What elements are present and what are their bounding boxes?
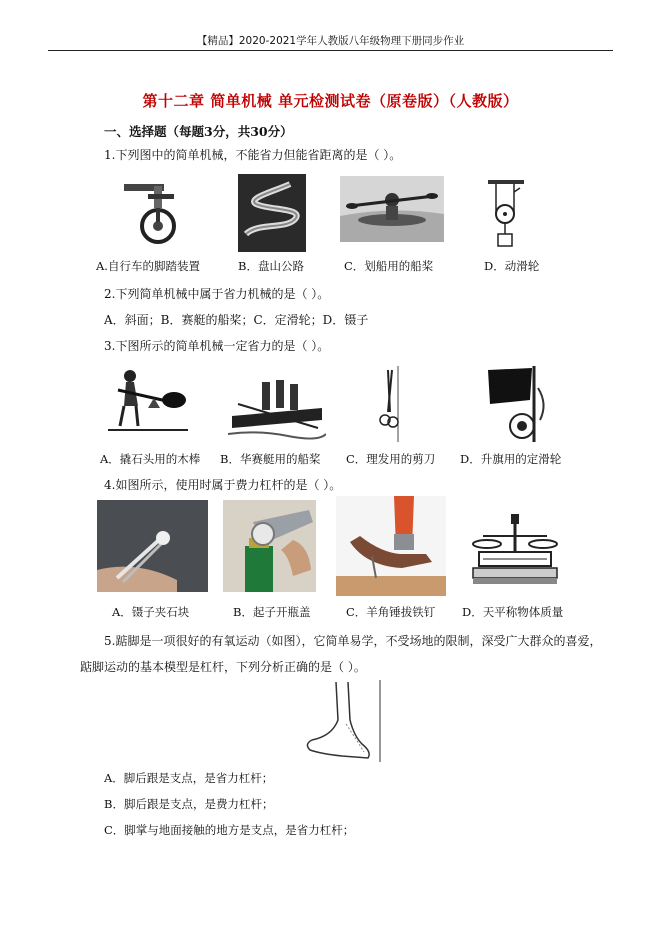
foot-tiptoe-icon <box>302 680 384 762</box>
flag-fixed-pulley-icon <box>482 364 552 442</box>
mountain-road-icon <box>238 174 306 252</box>
section-heading: 一、选择题（每题3分，共30分） <box>104 124 293 139</box>
q1-option-b: B．盘山公路 <box>238 259 304 273</box>
question-4-stem: 4.如图所示，使用时属于费力杠杆的是（ ）。 <box>104 478 342 492</box>
question-2-stem: 2.下列简单机械中属于省力机械的是（ ）。 <box>104 287 330 301</box>
q1-option-d: D．动滑轮 <box>484 259 540 273</box>
q4-option-c: C．羊角锤拔铁钉 <box>346 605 436 619</box>
question-5-stem-line2: 踮脚运动的基本模型是杠杆，下列分析正确的是（ ）。 <box>80 660 366 674</box>
claw-hammer-photo-icon <box>336 496 446 596</box>
balance-scale-icon <box>469 510 561 588</box>
q4-option-a: A．镊子夹石块 <box>112 605 190 619</box>
bottle-opener-photo-icon <box>223 500 316 592</box>
rowing-paddle-icon <box>340 176 444 242</box>
racing-boat-oars-icon <box>228 364 326 442</box>
question-2-options: A．斜面；B．赛艇的船桨；C．定滑轮；D．镊子 <box>104 313 369 327</box>
q5-option-c: C．脚掌与地面接触的地方是支点，是省力杠杆； <box>104 823 355 837</box>
question-1-stem: 1.下列图中的简单机械，不能省力但能省距离的是（ ）。 <box>104 148 402 162</box>
question-5-stem-line1: 5.踮脚是一项很好的有氧运动（如图），它简单易学，不受场地的限制，深受广大群众的喜爱， <box>104 634 602 648</box>
page-header: 【精品】2020-2021学年人教版八年级物理下册同步作业 <box>196 35 465 47</box>
q1-option-a: A.自行车的脚踏装置 <box>96 259 200 273</box>
q3-option-d: D．升旗用的定滑轮 <box>460 452 562 466</box>
q1-option-c: C．划船用的船桨 <box>344 259 434 273</box>
document-title: 第十二章 简单机械 单元检测试卷（原卷版）（人教版） <box>142 92 519 110</box>
q4-option-d: D．天平称物体质量 <box>462 605 564 619</box>
scissors-icon <box>376 364 406 444</box>
bicycle-pedal-icon <box>118 178 188 250</box>
q5-option-a: A．脚后跟是支点，是省力杠杆； <box>104 771 274 785</box>
q5-option-b: B．脚后跟是支点，是费力杠杆； <box>104 797 274 811</box>
q4-option-b: B．起子开瓶盖 <box>233 605 311 619</box>
crowbar-lever-icon <box>108 360 188 444</box>
q3-option-a: A．撬石头用的木棒 <box>100 452 201 466</box>
movable-pulley-icon <box>486 178 526 252</box>
tweezers-photo-icon <box>97 500 208 592</box>
q3-option-c: C．理发用的剪刀 <box>346 452 436 466</box>
q3-option-b: B．华赛艇用的船桨 <box>220 452 321 466</box>
question-3-stem: 3.下图所示的简单机械一定省力的是（ ）。 <box>104 339 330 353</box>
header-divider <box>48 50 613 51</box>
